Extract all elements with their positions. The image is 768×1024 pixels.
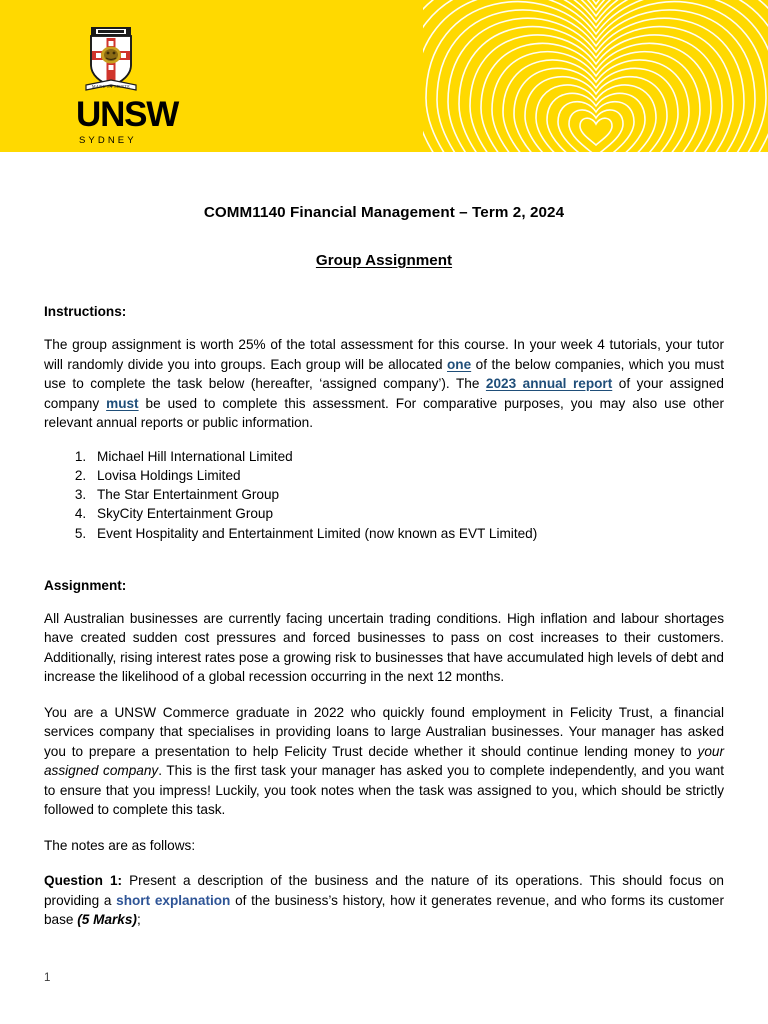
list-item: 2. Lovisa Holdings Limited	[90, 466, 724, 485]
italic-assigned-company: your assigned company	[44, 743, 724, 779]
question-1	[44, 871, 724, 930]
question-1-text-a: Present a description of the business and the nature of its operations. This should focus on providing a	[44, 873, 724, 908]
instructions-text-c: of your assigned company	[44, 376, 724, 411]
page-header-band	[0, 0, 768, 152]
highlight-must: must	[106, 395, 139, 411]
notes-intro: The notes are as follows:	[44, 837, 196, 853]
company-list	[44, 447, 724, 543]
list-item: 5. Event Hospitality and Entertainment Limited (now known as EVT Limited)	[90, 524, 724, 543]
highlight-one: one	[447, 356, 472, 372]
question-1-marks: (5 Marks)	[77, 912, 137, 928]
unsw-campus-label: SYDNEY	[79, 135, 137, 146]
assignment-text-b: . This is the first task your manager has asked you to complete independently, and you want to ensure that you impress! Luckily, you took notes when the task was assigned to you, which should be strictly followed to complete this task.	[44, 763, 724, 818]
highlight-short-explanation: short explanation	[116, 892, 231, 908]
instructions-text-b: of the below companies, which you must use to complete the task below (hereafter, ‘assigned company’). The	[44, 356, 724, 391]
page-title: COMM1140 Financial Management – Term 2, 2024	[203, 204, 565, 221]
page-number: 1	[44, 972, 51, 984]
page-subtitle: Group Assignment	[315, 252, 453, 269]
unsw-logo	[76, 25, 179, 146]
unsw-wordmark: UNSW	[76, 95, 179, 134]
svg-text:MANU ET MENTE: MANU ET MENTE	[91, 84, 131, 89]
unsw-crest-icon	[82, 25, 140, 93]
question-1-text-b: of the business’s history, how it generates revenue, and who forms its customer base	[44, 892, 725, 928]
instructions-paragraph	[44, 335, 724, 433]
instructions-text-d: be used to complete this assessment. For comparative purposes, you may also use other relevant annual reports or public information.	[44, 395, 724, 430]
question-1-label: Question 1:	[44, 873, 123, 889]
assignment-paragraph-1: All Australian businesses are currently facing uncertain trading conditions. High inflation and labour shortages have created sudden cost pressures and forced businesses to pass on cost increases to their customers. Additionally, rising interest rates pose a growing risk to businesses that have accumulated high levels of debt and increase the likelihood of a global recession occurring in the next 12 months.	[44, 610, 724, 685]
assignment-heading: Assignment:	[44, 577, 127, 593]
question-1-text-c: ;	[136, 912, 141, 928]
concentric-rings-decoration	[423, 0, 768, 152]
list-item: 4. SkyCity Entertainment Group	[90, 504, 724, 523]
document-body	[0, 152, 768, 930]
assignment-text-a: You are a UNSW Commerce graduate in 2022 who quickly found employment in Felicity Trust, a financial services company that specialises in providing loans to large Australian businesses. Your manager has asked you to prepare a presentation to help Felicity Trust decide whether it should continue lending money to	[44, 704, 724, 759]
list-item: 3. The Star Entertainment Group	[90, 485, 724, 504]
list-item: 1. Michael Hill International Limited	[90, 447, 724, 466]
assignment-paragraph-2	[44, 703, 724, 820]
instructions-text-a: The group assignment is worth 25% of the total assessment for this course. In your week 4 tutorials, your tutor will randomly divide you into groups. Each group will be allocated	[44, 337, 724, 372]
instructions-heading: Instructions:	[44, 304, 127, 319]
highlight-annual-report: 2023 annual report	[485, 376, 613, 391]
